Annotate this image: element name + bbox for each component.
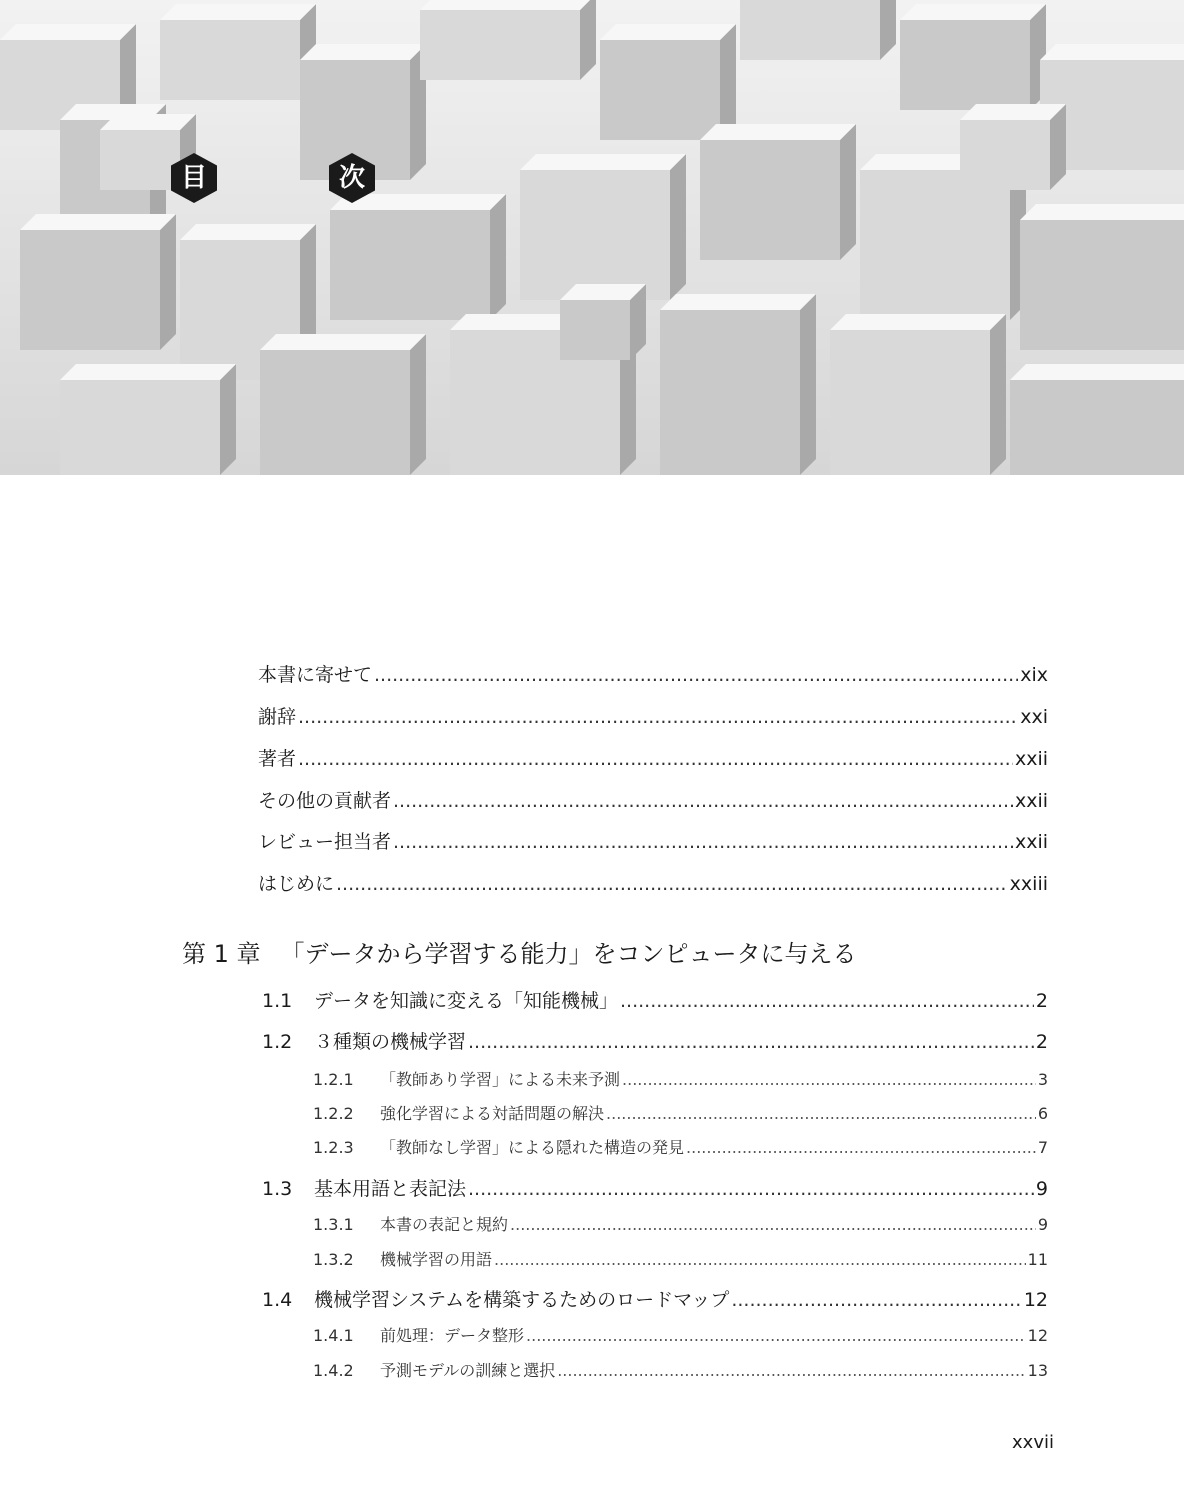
section-title: 基本用語と表記法 xyxy=(314,1178,467,1200)
maze-wall-top xyxy=(1040,44,1184,60)
maze-wall-face xyxy=(830,330,990,475)
toc-entry-front-4[interactable] xyxy=(258,786,1048,813)
maze-wall-side xyxy=(220,364,236,475)
subsection-page: 7 xyxy=(1037,1138,1048,1157)
maze-wall-face xyxy=(520,170,670,300)
maze-wall-side xyxy=(490,194,506,320)
dot-leader xyxy=(298,748,1013,770)
maze-wall-top xyxy=(520,154,686,170)
maze-wall-face xyxy=(20,230,160,350)
subsection-number: 1.3.1 xyxy=(313,1215,354,1234)
maze-wall-face xyxy=(600,40,720,140)
maze-wall-top xyxy=(960,104,1066,120)
maze-wall-face xyxy=(660,310,800,475)
maze-wall-top xyxy=(700,124,856,140)
toc-entry-front-1[interactable] xyxy=(258,660,1048,687)
chapter-number: 第 1 章 xyxy=(182,940,261,968)
maze-wall-top xyxy=(20,214,176,230)
maze-wall-side xyxy=(840,124,856,260)
maze-wall-face xyxy=(860,170,1010,320)
maze-wall-side xyxy=(410,334,426,475)
maze-illustration xyxy=(0,0,1184,475)
maze-wall-top xyxy=(100,114,196,130)
section-page: 12 xyxy=(1023,1289,1048,1311)
chapter-heading[interactable] xyxy=(182,934,857,969)
toc-entry-section[interactable] xyxy=(262,1174,1048,1201)
toc-heading-badge-2 xyxy=(329,153,375,203)
maze-wall-face xyxy=(560,300,630,360)
dot-leader xyxy=(526,1326,1026,1345)
subsection-page: 3 xyxy=(1037,1070,1048,1089)
subsection-title: 「教師あり学習」による未来予測 xyxy=(380,1070,621,1089)
dot-leader xyxy=(393,831,1013,853)
toc-entry-subsection[interactable] xyxy=(313,1135,1048,1158)
dot-leader xyxy=(510,1215,1036,1234)
maze-wall-side xyxy=(670,154,686,300)
dot-leader xyxy=(620,990,1034,1012)
maze-wall-top xyxy=(900,4,1046,20)
maze-wall-top xyxy=(160,4,316,20)
section-page: 2 xyxy=(1035,990,1048,1012)
toc-entry-section[interactable] xyxy=(262,1285,1048,1312)
subsection-number: 1.2.3 xyxy=(313,1138,354,1157)
toc-heading-badge-1 xyxy=(171,153,217,203)
toc-entry-page: xxi xyxy=(1020,706,1048,728)
toc-entry-title: 謝辞 xyxy=(258,706,297,728)
maze-wall-top xyxy=(1010,364,1184,380)
section-number: 1.4 xyxy=(262,1289,293,1311)
maze-wall-top xyxy=(600,24,736,40)
maze-wall-face xyxy=(160,20,300,100)
subsection-number: 1.4.2 xyxy=(313,1361,354,1380)
section-number: 1.1 xyxy=(262,990,293,1012)
dot-leader xyxy=(298,706,1018,728)
maze-wall-top xyxy=(420,0,596,10)
maze-wall-face xyxy=(330,210,490,320)
toc-entry-title: その他の貢献者 xyxy=(258,790,392,812)
maze-wall-side xyxy=(160,214,176,350)
maze-wall-top xyxy=(60,364,236,380)
subsection-title: 前処理：データ整形 xyxy=(380,1326,525,1345)
toc-entry-front-3[interactable] xyxy=(258,744,1048,771)
subsection-title: 「教師なし学習」による隠れた構造の発見 xyxy=(380,1138,685,1157)
subsection-page: 12 xyxy=(1027,1326,1048,1345)
subsection-number: 1.3.2 xyxy=(313,1250,354,1269)
maze-wall-face xyxy=(420,10,580,80)
dot-leader xyxy=(468,1178,1034,1200)
maze-wall-side xyxy=(990,314,1006,475)
maze-wall-face xyxy=(260,350,410,475)
maze-wall-side xyxy=(800,294,816,475)
section-number: 1.2 xyxy=(262,1031,293,1053)
chapter-title: 「データから学習する能力」をコンピュータに与える xyxy=(280,940,857,968)
maze-wall-top xyxy=(260,334,426,350)
page-number: xxvii xyxy=(1012,1432,1054,1453)
toc-entry-subsection[interactable] xyxy=(313,1247,1048,1270)
dot-leader xyxy=(731,1289,1021,1311)
toc-entry-front-5[interactable] xyxy=(258,827,1048,854)
subsection-page: 11 xyxy=(1027,1250,1048,1269)
section-title: 機械学習システムを構築するためのロードマップ xyxy=(314,1289,730,1311)
toc-entry-title: 著者 xyxy=(258,748,297,770)
toc-entry-subsection[interactable] xyxy=(313,1212,1048,1235)
toc-entry-section[interactable] xyxy=(262,1027,1048,1054)
toc-entry-subsection[interactable] xyxy=(313,1067,1048,1090)
maze-wall-face xyxy=(1010,380,1184,475)
maze-wall-face xyxy=(700,140,840,260)
maze-wall-face xyxy=(740,0,880,60)
subsection-title: 機械学習の用語 xyxy=(380,1250,493,1269)
header-maze-image xyxy=(0,0,1184,475)
maze-wall-face xyxy=(960,120,1050,190)
toc-entry-subsection[interactable] xyxy=(313,1323,1048,1346)
toc-heading-char-1: 目 xyxy=(180,163,207,193)
toc-entry-page: xxiii xyxy=(1009,873,1048,895)
subsection-page: 13 xyxy=(1027,1361,1048,1380)
maze-wall-side xyxy=(720,24,736,140)
dot-leader xyxy=(468,1031,1034,1053)
maze-wall-face xyxy=(100,130,180,190)
maze-wall-top xyxy=(0,24,136,40)
section-title: データを知識に変える「知能機械」 xyxy=(314,990,619,1012)
toc-entry-subsection[interactable] xyxy=(313,1358,1048,1381)
toc-entry-front-2[interactable] xyxy=(258,702,1048,729)
toc-entry-page: xxii xyxy=(1014,790,1048,812)
maze-wall-face xyxy=(900,20,1030,110)
maze-wall-top xyxy=(300,44,426,60)
toc-entry-subsection[interactable] xyxy=(313,1101,1048,1124)
toc-heading-char-2: 次 xyxy=(338,163,365,193)
dot-leader xyxy=(622,1070,1036,1089)
section-number: 1.3 xyxy=(262,1178,293,1200)
toc-entry-page: xix xyxy=(1020,664,1048,686)
toc-entry-title: 本書に寄せて xyxy=(258,664,373,686)
subsection-title: 予測モデルの訓練と選択 xyxy=(380,1361,556,1380)
toc-entry-page: xxii xyxy=(1014,831,1048,853)
dot-leader xyxy=(494,1250,1026,1269)
maze-wall-top xyxy=(660,294,816,310)
dot-leader xyxy=(336,873,1008,895)
toc-entry-front-6[interactable] xyxy=(258,869,1048,896)
section-page: 2 xyxy=(1035,1031,1048,1053)
maze-wall-top xyxy=(830,314,1006,330)
subsection-number: 1.2.1 xyxy=(313,1070,354,1089)
dot-leader xyxy=(606,1104,1036,1123)
toc-entry-page: xxii xyxy=(1014,748,1048,770)
subsection-title: 本書の表記と規約 xyxy=(380,1215,509,1234)
dot-leader xyxy=(374,664,1018,686)
subsection-number: 1.2.2 xyxy=(313,1104,354,1123)
toc-entry-title: レビュー担当者 xyxy=(258,831,392,853)
maze-wall-top xyxy=(180,224,316,240)
subsection-number: 1.4.1 xyxy=(313,1326,354,1345)
dot-leader xyxy=(393,790,1013,812)
dot-leader xyxy=(557,1361,1025,1380)
maze-wall-face xyxy=(1020,220,1184,350)
dot-leader xyxy=(686,1138,1036,1157)
toc-entry-section[interactable] xyxy=(262,986,1048,1013)
maze-wall-top xyxy=(1020,204,1184,220)
section-page: 9 xyxy=(1035,1178,1048,1200)
maze-wall-face xyxy=(60,380,220,475)
subsection-title: 強化学習による対話問題の解決 xyxy=(380,1104,605,1123)
section-title: ３種類の機械学習 xyxy=(314,1031,467,1053)
subsection-page: 9 xyxy=(1037,1215,1048,1234)
toc-entry-title: はじめに xyxy=(258,873,335,895)
subsection-page: 6 xyxy=(1037,1104,1048,1123)
